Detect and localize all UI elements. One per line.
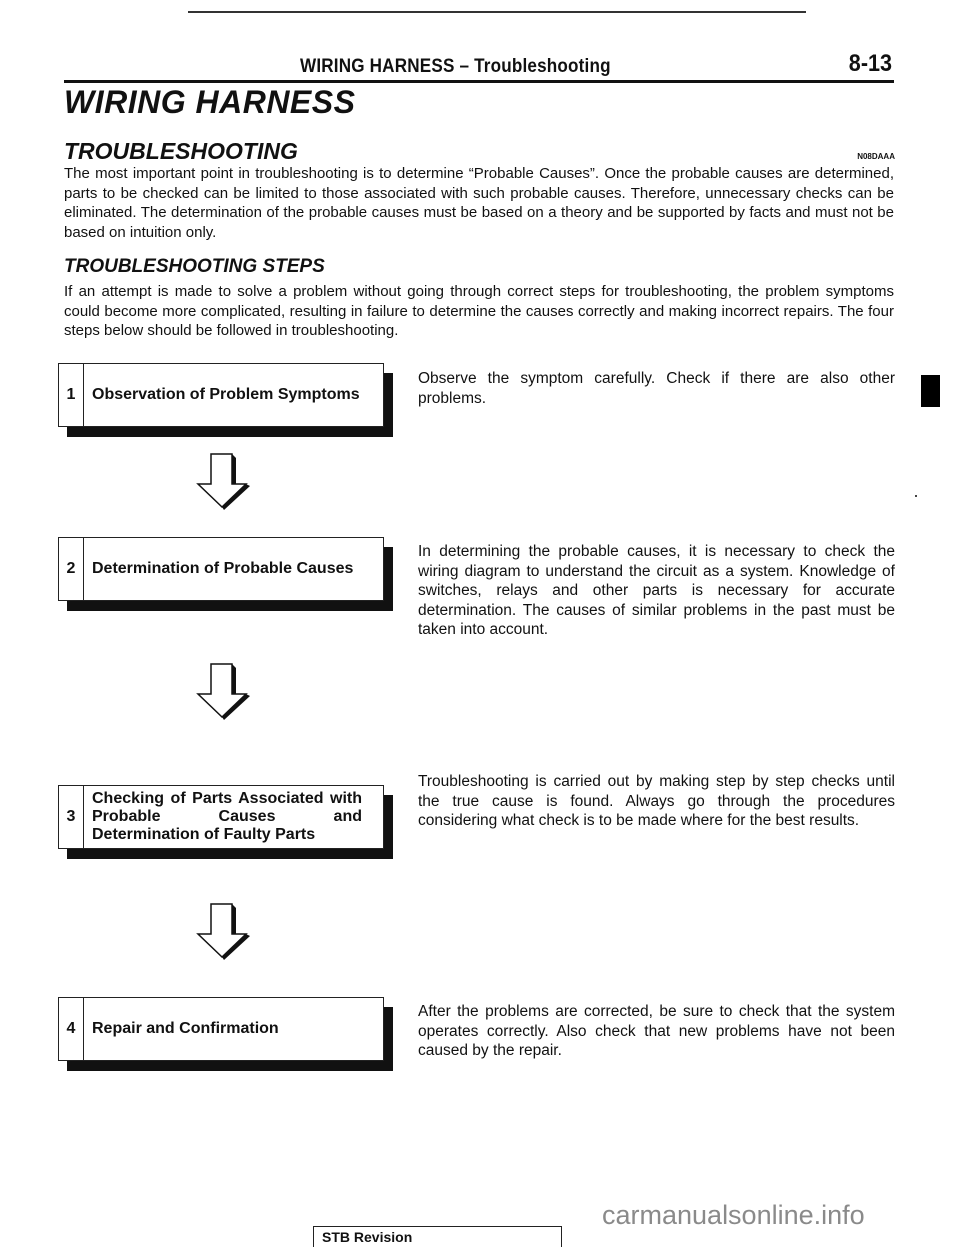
step-description-4: After the problems are corrected, be sure to check that the system operates correctly. Also check that new problems have not been caused by the repair. (418, 1003, 895, 1059)
down-arrow-icon (190, 900, 260, 970)
section-code: N08DAAA (857, 152, 895, 161)
page-number: 8-13 (848, 50, 892, 77)
running-header (64, 50, 894, 83)
top-rule (188, 11, 806, 13)
revision-label: STB Revision (322, 1229, 413, 1245)
scan-speck (915, 495, 917, 497)
step-label: Checking of Parts Associated with Probable Causes and Determination of Faulty Parts (92, 790, 362, 843)
step-description-3: Troubleshooting is carried out by making step by step checks until the true cause is found. Always go through the procedures considering what check is to be made where for the best results. (418, 773, 895, 829)
step-box-3 (58, 785, 384, 849)
step-number: 2 (59, 538, 84, 600)
step-label: Repair and Confirmation (92, 1020, 279, 1037)
steps-intro-paragraph: If an attempt is made to solve a problem without going through correct steps for troubleshooting, the problem symptoms could become more complicated, resulting in failure to determine the causes correctly and making incorrect repairs. The four steps below should be followed in troubleshooting. (64, 283, 894, 339)
down-arrow-icon (190, 450, 260, 520)
step-number: 3 (59, 786, 84, 848)
step-box-4 (58, 997, 384, 1061)
step-label: Observation of Problem Symptoms (92, 386, 360, 403)
step-number: 1 (59, 364, 84, 426)
steps-title: TROUBLESHOOTING STEPS (64, 256, 325, 277)
section-subtitle: TROUBLESHOOTING (64, 138, 298, 164)
step-description-1: Observe the symptom carefully. Check if there are also other problems. (418, 370, 895, 407)
running-title: WIRING HARNESS – Troubleshooting (300, 56, 611, 77)
section-title: WIRING HARNESS (64, 84, 356, 120)
watermark: carmanualsonline.info (602, 1200, 865, 1230)
step-description-2: In determining the probable causes, it is necessary to check the wiring diagram to understand the circuit as a system. Knowledge of switches, relays and other parts is necessary for accurate determination. The causes of similar problems in the past must be taken into account. (418, 543, 895, 638)
down-arrow-icon (190, 660, 260, 730)
step-number: 4 (59, 998, 84, 1060)
step-box-1 (58, 363, 384, 427)
step-box-2 (58, 537, 384, 601)
step-label: Determination of Probable Causes (92, 560, 354, 577)
intro-paragraph: The most important point in troubleshooting is to determine “Probable Causes”. Once the probable causes are determined, parts to be checked can be limited to those associated with such probable causes. Therefore, unnecessary checks can be eliminated. The determination of the probable causes must be based on a theory and be supported by facts and must not be based on intuition only. (64, 165, 894, 241)
section-thumb-tab (921, 375, 940, 407)
